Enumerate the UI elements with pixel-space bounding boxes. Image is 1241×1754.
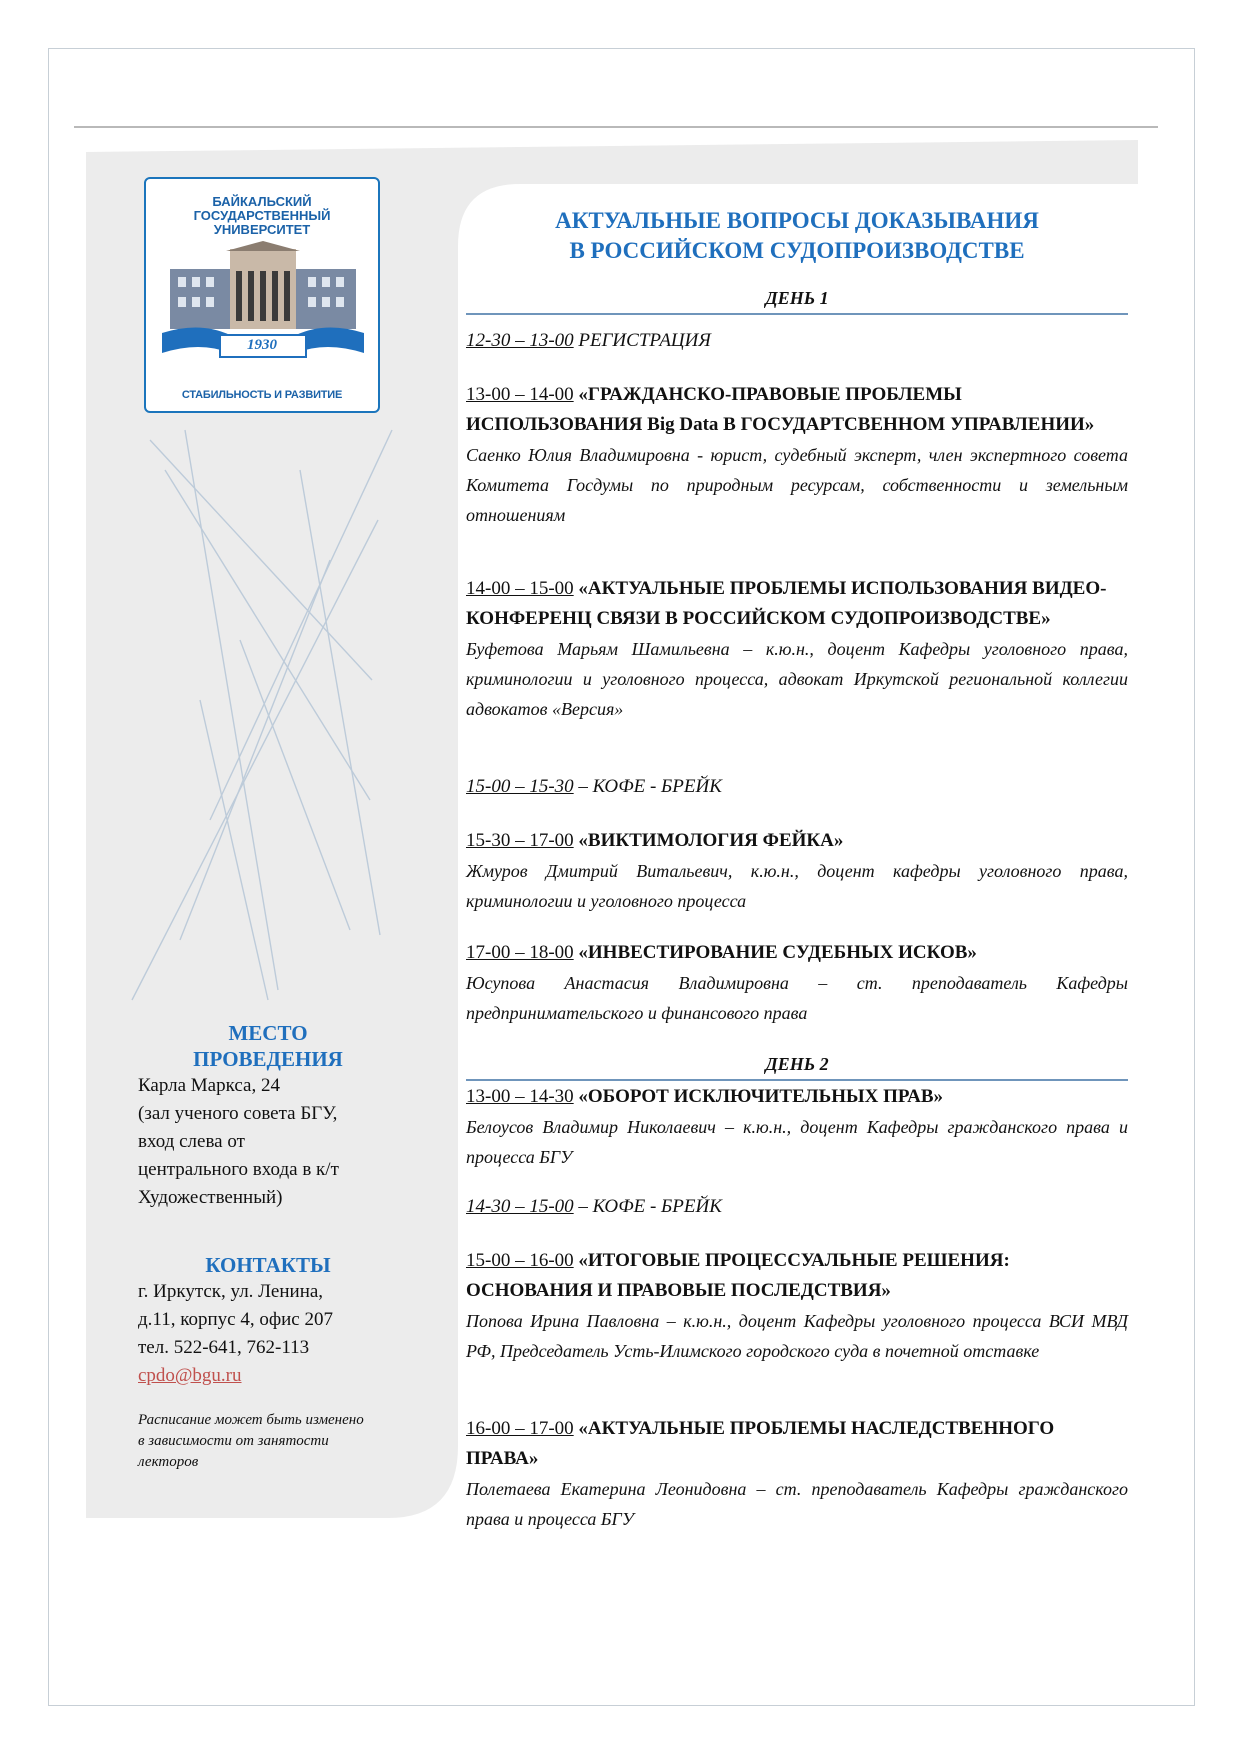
coffee-break-1 xyxy=(466,772,1128,802)
item-speaker: Полетаева Екатерина Леонидовна – ст. преподаватель Кафедры гражданского права и процесса БГУ xyxy=(466,1479,1128,1529)
break-time: 15-00 – 15-30 xyxy=(466,776,574,797)
day-2-heading: ДЕНЬ 2 xyxy=(765,1054,829,1074)
item-time: 15-00 – 16-00 xyxy=(466,1250,574,1271)
venue-line-1: Карла Маркса, 24 xyxy=(138,1075,280,1096)
schedule-item-5 xyxy=(466,1082,1128,1172)
day-1-rule xyxy=(466,313,1128,315)
venue-heading-2: ПРОВЕДЕНИЯ xyxy=(193,1047,343,1071)
item-time: 16-00 – 17-00 xyxy=(466,1418,574,1439)
logo-motto: СТАБИЛЬНОСТЬ И РАЗВИТИЕ xyxy=(181,389,343,401)
item-time: 14-00 – 15-00 xyxy=(466,578,574,599)
venue-line-5: Художественный) xyxy=(138,1187,283,1208)
venue-line-4: центрального входа в к/т xyxy=(138,1159,339,1180)
schedule-item-1 xyxy=(466,380,1128,530)
title-line-1: АКТУАЛЬНЫЕ ВОПРОСЫ ДОКАЗЫВАНИЯ xyxy=(555,208,1039,233)
schedule-item-6 xyxy=(466,1246,1128,1366)
venue-line-3: вход слева от xyxy=(138,1131,245,1152)
registration-label: РЕГИСТРАЦИЯ xyxy=(573,330,711,351)
day-2-rule xyxy=(466,1079,1128,1081)
item-time: 17-00 – 18-00 xyxy=(466,942,574,963)
page-title xyxy=(466,206,1128,266)
break-label: – КОФЕ - БРЕЙК xyxy=(573,1196,722,1217)
item-time: 13-00 – 14-30 xyxy=(466,1086,574,1107)
item-title: «ИТОГОВЫЕ ПРОЦЕССУАЛЬНЫЕ РЕШЕНИЯ: ОСНОВАНИЯ И ПРАВОВЫЕ ПОСЛЕДСТВИЯ» xyxy=(466,1250,1010,1301)
item-title: «ОБОРОТ ИСКЛЮЧИТЕЛЬНЫХ ПРАВ» xyxy=(573,1086,943,1107)
registration-time: 12-30 – 13-00 xyxy=(466,330,574,351)
schedule-item-4 xyxy=(466,938,1128,1028)
item-speaker: Попова Ирина Павловна – к.ю.н., доцент Кафедры уголовного процесса ВСИ МВД РФ, Председатель Усть-Илимского городского суда в почетной отставке xyxy=(466,1311,1128,1361)
schedule-item-3 xyxy=(466,826,1128,916)
logo-year: 1930 xyxy=(247,337,277,353)
coffee-break-2 xyxy=(466,1192,1128,1222)
item-speaker: Жмуров Дмитрий Витальевич, к.ю.н., доцент кафедры уголовного права, криминологии и уголовного процесса xyxy=(466,861,1128,911)
schedule-note: Расписание может быть изменено в зависимости от занятости лекторов xyxy=(138,1412,364,1470)
break-label: – КОФЕ - БРЕЙК xyxy=(573,776,722,797)
logo-line-2: ГОСУДАРСТВЕННЫЙ xyxy=(193,208,331,223)
contacts-line-3: тел. 522-641, 762-113 xyxy=(138,1337,310,1358)
item-title: «АКТУАЛЬНЫЕ ПРОБЛЕМЫ НАСЛЕДСТВЕННОГО ПРАВА» xyxy=(466,1418,1055,1469)
item-speaker: Саенко Юлия Владимировна - юрист, судебный эксперт, член экспертного совета Комитета Госдумы по природным ресурсам, собственности и земельным отношениям xyxy=(466,445,1128,525)
contacts-line-2: д.11, корпус 4, офис 207 xyxy=(138,1309,333,1330)
title-line-2: В РОССИЙСКОМ СУДОПРОИЗВОДСТВЕ xyxy=(569,238,1025,263)
item-title: «ВИКТИМОЛОГИЯ ФЕЙКА» xyxy=(573,830,844,851)
venue-section xyxy=(138,1020,398,1212)
item-title: «АКТУАЛЬНЫЕ ПРОБЛЕМЫ ИСПОЛЬЗОВАНИЯ ВИДЕО-КОНФЕРЕНЦ СВЯЗИ В РОССИЙСКОМ СУДОПРОИЗВОДСТВЕ» xyxy=(466,578,1107,629)
item-time: 15-30 – 17-00 xyxy=(466,830,574,851)
item-speaker: Белоусов Владимир Николаевич – к.ю.н., доцент Кафедры гражданского права и процесса БГУ xyxy=(466,1117,1128,1167)
university-logo xyxy=(144,177,380,413)
schedule-item-2 xyxy=(466,574,1128,724)
item-title: «ИНВЕСТИРОВАНИЕ СУДЕБНЫХ ИСКОВ» xyxy=(573,942,977,963)
logo-line-1: БАЙКАЛЬСКИЙ xyxy=(212,194,312,209)
venue-heading-1: МЕСТО xyxy=(228,1021,308,1045)
schedule-item-7 xyxy=(466,1414,1128,1534)
item-time: 13-00 – 14-00 xyxy=(466,384,574,405)
logo-line-3: УНИВЕРСИТЕТ xyxy=(213,222,311,237)
contact-email-link[interactable]: cpdo@bgu.ru xyxy=(138,1365,242,1386)
item-title: «ГРАЖДАНСКО-ПРАВОВЫЕ ПРОБЛЕМЫ ИСПОЛЬЗОВАНИЯ Big Data В ГОСУДАРТСВЕННОМ УПРАВЛЕНИИ» xyxy=(466,384,1095,435)
item-speaker: Юсупова Анастасия Владимировна – ст. преподаватель Кафедры предпринимательского и финансового права xyxy=(466,973,1128,1023)
item-speaker: Буфетова Марьям Шамильевна – к.ю.н., доцент Кафедры уголовного права, криминологии и уголовного процесса, адвокат Иркутской региональной коллегии адвокатов «Версия» xyxy=(466,639,1128,719)
contacts-line-1: г. Иркутск, ул. Ленина, xyxy=(138,1281,324,1302)
registration-row xyxy=(466,326,1128,356)
contacts-section xyxy=(138,1252,398,1473)
break-time: 14-30 – 15-00 xyxy=(466,1196,574,1217)
venue-line-2: (зал ученого совета БГУ, xyxy=(138,1103,338,1124)
day-1-heading: ДЕНЬ 1 xyxy=(765,288,829,308)
contacts-heading: КОНТАКТЫ xyxy=(205,1253,331,1277)
